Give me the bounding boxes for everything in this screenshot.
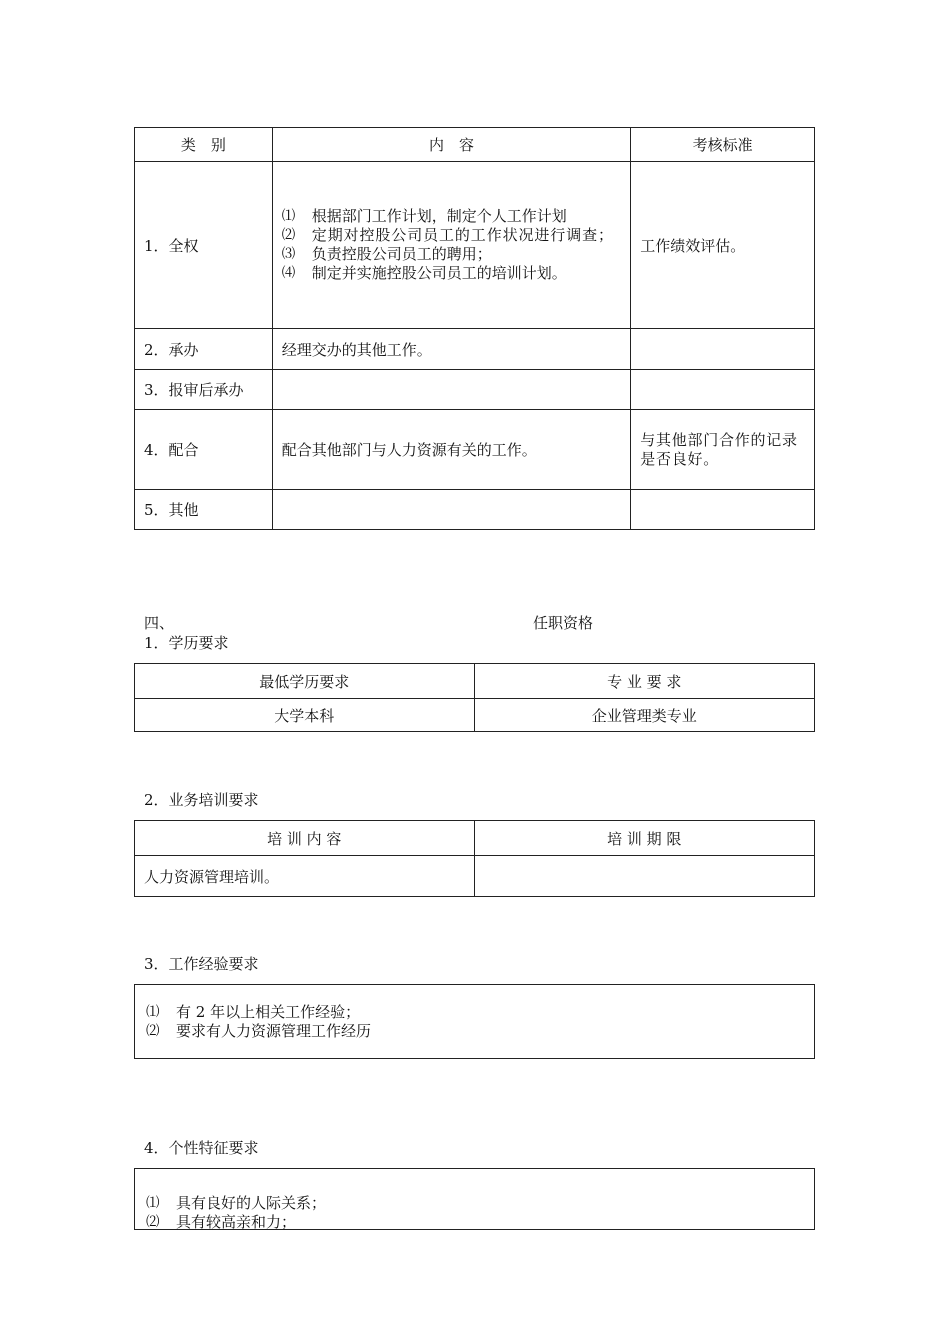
row-content-list [272,162,630,329]
list-item: ⑴ 具有良好的人际关系； [146,1194,327,1212]
table-row [135,490,815,530]
duty-table [134,127,815,530]
education-header-major: 专 业 要 求 [474,664,815,699]
training-value-period [474,856,814,897]
education-value-level: 大学本科 [135,699,475,732]
row-standard [631,329,815,370]
list-item: ⑶ 负责控股公司员工的聘用； [281,245,492,263]
list-item: ⑵ 具有较高亲和力； [146,1213,297,1231]
header-category: 类 别 [135,128,273,162]
header-standard: 考核标准 [631,128,815,162]
table-row [135,664,815,699]
section-number: 四、 [144,614,175,632]
experience-box [134,984,815,1059]
list-item: ⑷ 制定并实施控股公司员工的培训计划。 [281,264,567,282]
education-value-major: 企业管理类专业 [474,699,815,732]
table-row [135,410,815,490]
education-header-level: 最低学历要求 [135,664,475,699]
row-content: 配合其他部门与人力资源有关的工作。 [272,410,630,490]
row-standard [631,370,815,410]
education-table [134,663,815,732]
row-standard: 与其他部门合作的记录是否良好。 [631,410,815,490]
list-item: ⑵ 定期对控股公司员工的工作状况进行调查； [281,226,614,244]
table-row [135,162,815,329]
row-category: 3．报审后承办 [135,370,273,410]
training-header-period: 培 训 期 限 [474,821,814,856]
table-row [135,821,815,856]
table-row [135,370,815,410]
section-title: 任职资格 [533,614,594,632]
row-standard [631,490,815,530]
row-category: 4．配合 [135,410,273,490]
training-heading: 2．业务培训要求 [144,791,259,809]
row-content: 经理交办的其他工作。 [272,329,630,370]
training-value-content: 人力资源管理培训。 [135,856,475,897]
row-standard: 工作绩效评估。 [631,162,815,329]
education-heading: 1．学历要求 [144,634,229,652]
row-content [272,490,630,530]
personality-box [134,1168,815,1230]
table-row [135,329,815,370]
training-header-content: 培 训 内 容 [135,821,475,856]
list-item: ⑵ 要求有人力资源管理工作经历 [146,1022,372,1040]
row-category: 1．全权 [135,162,273,329]
row-category: 5．其他 [135,490,273,530]
experience-heading: 3．工作经验要求 [144,955,259,973]
list-item: ⑴ 根据部门工作计划，制定个人工作计划 [281,207,567,225]
header-content: 内 容 [272,128,630,162]
row-category: 2．承办 [135,329,273,370]
personality-heading: 4．个性特征要求 [144,1139,259,1157]
table-row [135,699,815,732]
table-row [135,856,815,897]
training-table [134,820,815,897]
duty-table-header [135,128,815,162]
row-content [272,370,630,410]
list-item: ⑴ 有 2 年以上相关工作经验； [146,1003,361,1021]
